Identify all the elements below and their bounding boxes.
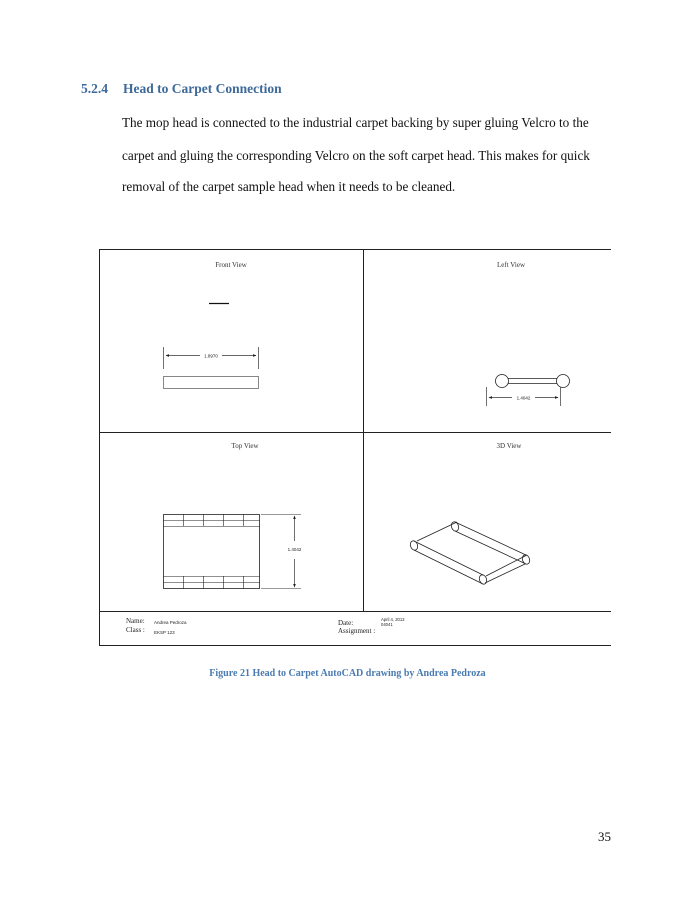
left-view-drawing: [487, 375, 570, 407]
front-view-drawing: [164, 304, 259, 389]
top-view-drawing: [163, 514, 302, 589]
body-line-1: The mop head is connected to the industrial carpet backing by super gluing Velcro to the: [122, 115, 589, 130]
title-block: [126, 617, 405, 635]
class-value: EKSP 123: [154, 630, 175, 635]
name-value: Andrea Pedroza: [154, 620, 187, 625]
front-view-title: Front View: [215, 261, 247, 269]
date-label: Date:: [338, 619, 354, 627]
section-title: Head to Carpet Connection: [123, 81, 282, 96]
left-width-dimension: 1.4042: [516, 395, 531, 401]
assignment-label: Assignment :: [338, 627, 376, 635]
name-label: Name:: [126, 617, 145, 625]
section-heading: [81, 81, 282, 97]
iso-view-title: 3D View: [496, 442, 522, 450]
page-number: 35: [598, 829, 611, 844]
date-value-line2: 04041: [381, 622, 393, 627]
iso-view-drawing: [409, 521, 531, 585]
body-line-3: removal of the carpet sample head when it needs to be cleaned.: [122, 179, 456, 194]
autocad-drawing: [99, 249, 611, 646]
body-line-2: carpet and gluing the corresponding Velcro on the soft carpet head. This makes for quick: [122, 148, 590, 163]
front-width-dimension: 1.8970: [204, 353, 218, 359]
top-height-dimension: 1.4042: [287, 547, 302, 552]
section-number: 5.2.4: [81, 81, 108, 96]
class-label: Class :: [126, 626, 145, 634]
top-view-title: Top View: [231, 442, 259, 450]
figure-caption: Figure 21 Head to Carpet AutoCAD drawing by Andrea Pedroza: [209, 668, 486, 679]
date-value-line1: April 4, 2013: [381, 617, 405, 622]
left-view-title: Left View: [496, 261, 526, 269]
